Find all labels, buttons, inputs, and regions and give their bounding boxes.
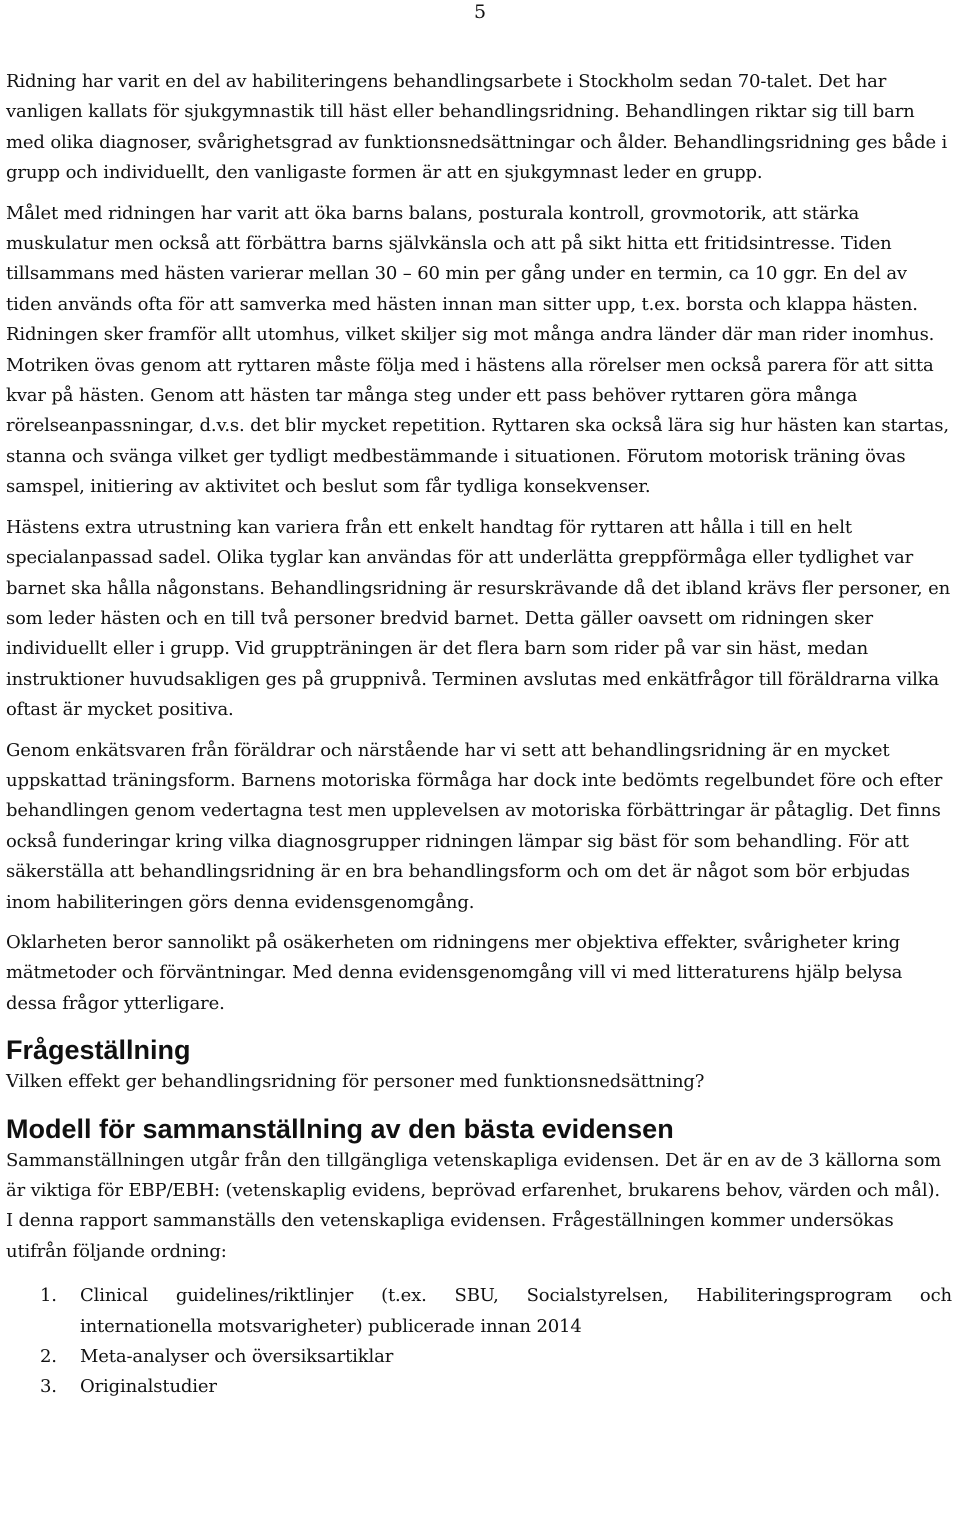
question-text: Vilken effekt ger behandlingsridning för personer med funktionsnedsättning? — [6, 1071, 705, 1093]
paragraph-intro: Ridning har varit en del av habiliteringens behandlingsarbete i Stockholm sedan 70-talet. Det har vanligen kallats för sjukgymnastik till häst eller behandlingsridning. Behandlingen riktar sig till barn med olika diagnoser, svårighetsgrad av funktionsnedsättningar och ålder. Behandlingsridning ges både i grupp och individuellt, den vanligaste formen är att en sjukgymnast leder en grupp. — [6, 71, 948, 184]
page-number: 5 — [474, 1, 487, 23]
list-item-number: 3. — [40, 1376, 57, 1398]
document-body — [6, 67, 952, 1403]
list-item-text: Originalstudier — [80, 1376, 217, 1398]
list-item-number: 2. — [40, 1346, 57, 1368]
list-item-text: Meta-analyser och översiksartiklar — [80, 1346, 394, 1368]
paragraph-goal: Målet med ridningen har varit att öka barns balans, posturala kontroll, grovmotorik, att stärka muskulatur men också att förbättra barns självkänsla och att på sikt hitta ett fritidsintresse. Tiden tillsammans med hästen varierar mellan 30 – 60 min per gång under en termin, ca 10 ggr. En del av tiden används ofta för att samverka med hästen innan man sitter upp, t.ex. borsta och klappa hästen. Ridningen sker framför allt utomhus, vilket skiljer sig mot många andra länder där man rider inomhus. Motriken övas genom att ryttaren måste följa med i hästens alla rörelser men också parera för att sitta kvar på hästen. Genom att hästen tar många steg under ett pass behöver ryttaren göra många rörelseanpassningar, d.v.s. det blir mycket repetition. Ryttaren ska också lära sig hur hästen kan startas, stanna och svänga vilket ger tydligt medbestämmande i situationen. Förutom motorisk träning övas samspel, initiering av aktivitet och beslut som får tydliga konsekvenser. — [6, 202, 949, 498]
model-text: Sammanställningen utgår från den tillgängliga vetenskapliga evidensen. Det är en av de 3 källorna som är viktiga för EBP/EBH: (vetenskaplig evidens, beprövad erfarenhet, brukarens behov, värden och mål). I denna rapport sammanställs den vetenskapliga evidensen. Frågeställningen kommer undersökas utifrån följande ordning: — [6, 1149, 942, 1262]
heading-question: Frågeställning — [6, 1035, 191, 1066]
list-item — [6, 1342, 952, 1372]
paragraph-uncertainty: Oklarheten beror sannolikt på osäkerheten om ridningens mer objektiva effekter, svårigheter kring mätmetoder och förväntningar. Med denna evidensgenomgång vill vi med litteraturens hjälp belysa dessa frågor ytterligare. — [6, 931, 903, 1014]
list-item — [6, 1372, 952, 1402]
source-order-list — [6, 1281, 952, 1403]
heading-model: Modell för sammanställning av den bästa evidensen — [6, 1113, 674, 1144]
list-item-number: 1. — [40, 1285, 57, 1307]
list-item-text: Clinical guidelines/riktlinjer (t.ex. SBU, Socialstyrelsen, Habiliteringsprogram och internationella motsvarigheter) publicerade innan 2014 — [80, 1285, 952, 1337]
paragraph-survey: Genom enkätsvaren från föräldrar och närstående har vi sett att behandlingsridning är en mycket uppskattad träningsform. Barnens motoriska förmåga har dock inte bedömts regelbundet före och efter behandlingen genom vedertagna test men upplevelsen av motoriska förbättringar är påtaglig. Det finns också funderingar kring vilka diagnosgrupper ridningen lämpar sig bäst för som behandling. För att säkerställa att behandlingsridning är en bra behandlingsform och om det är något som bör erbjudas inom habiliteringen görs denna evidensgenomgång. — [6, 739, 943, 913]
paragraph-equipment: Hästens extra utrustning kan variera från ett enkelt handtag för ryttaren att hålla i till en helt specialanpassad sadel. Olika tyglar kan användas för att underlätta greppförmåga eller tydlighet var barnet ska hålla någonstans. Behandlingsridning är resurskrävande då det ibland krävs fler personer, en som leder hästen och en till två personer bredvid barnet. Detta gäller oavsett om ridningen sker individuellt eller i grupp. Vid gruppträningen är det flera barn som rider på var sin häst, medan instruktioner huvudsakligen ges på gruppnivå. Terminen avslutas med enkätfrågor till föräldrarna vilka oftast är mycket positiva. — [6, 516, 951, 721]
list-item — [6, 1281, 952, 1342]
